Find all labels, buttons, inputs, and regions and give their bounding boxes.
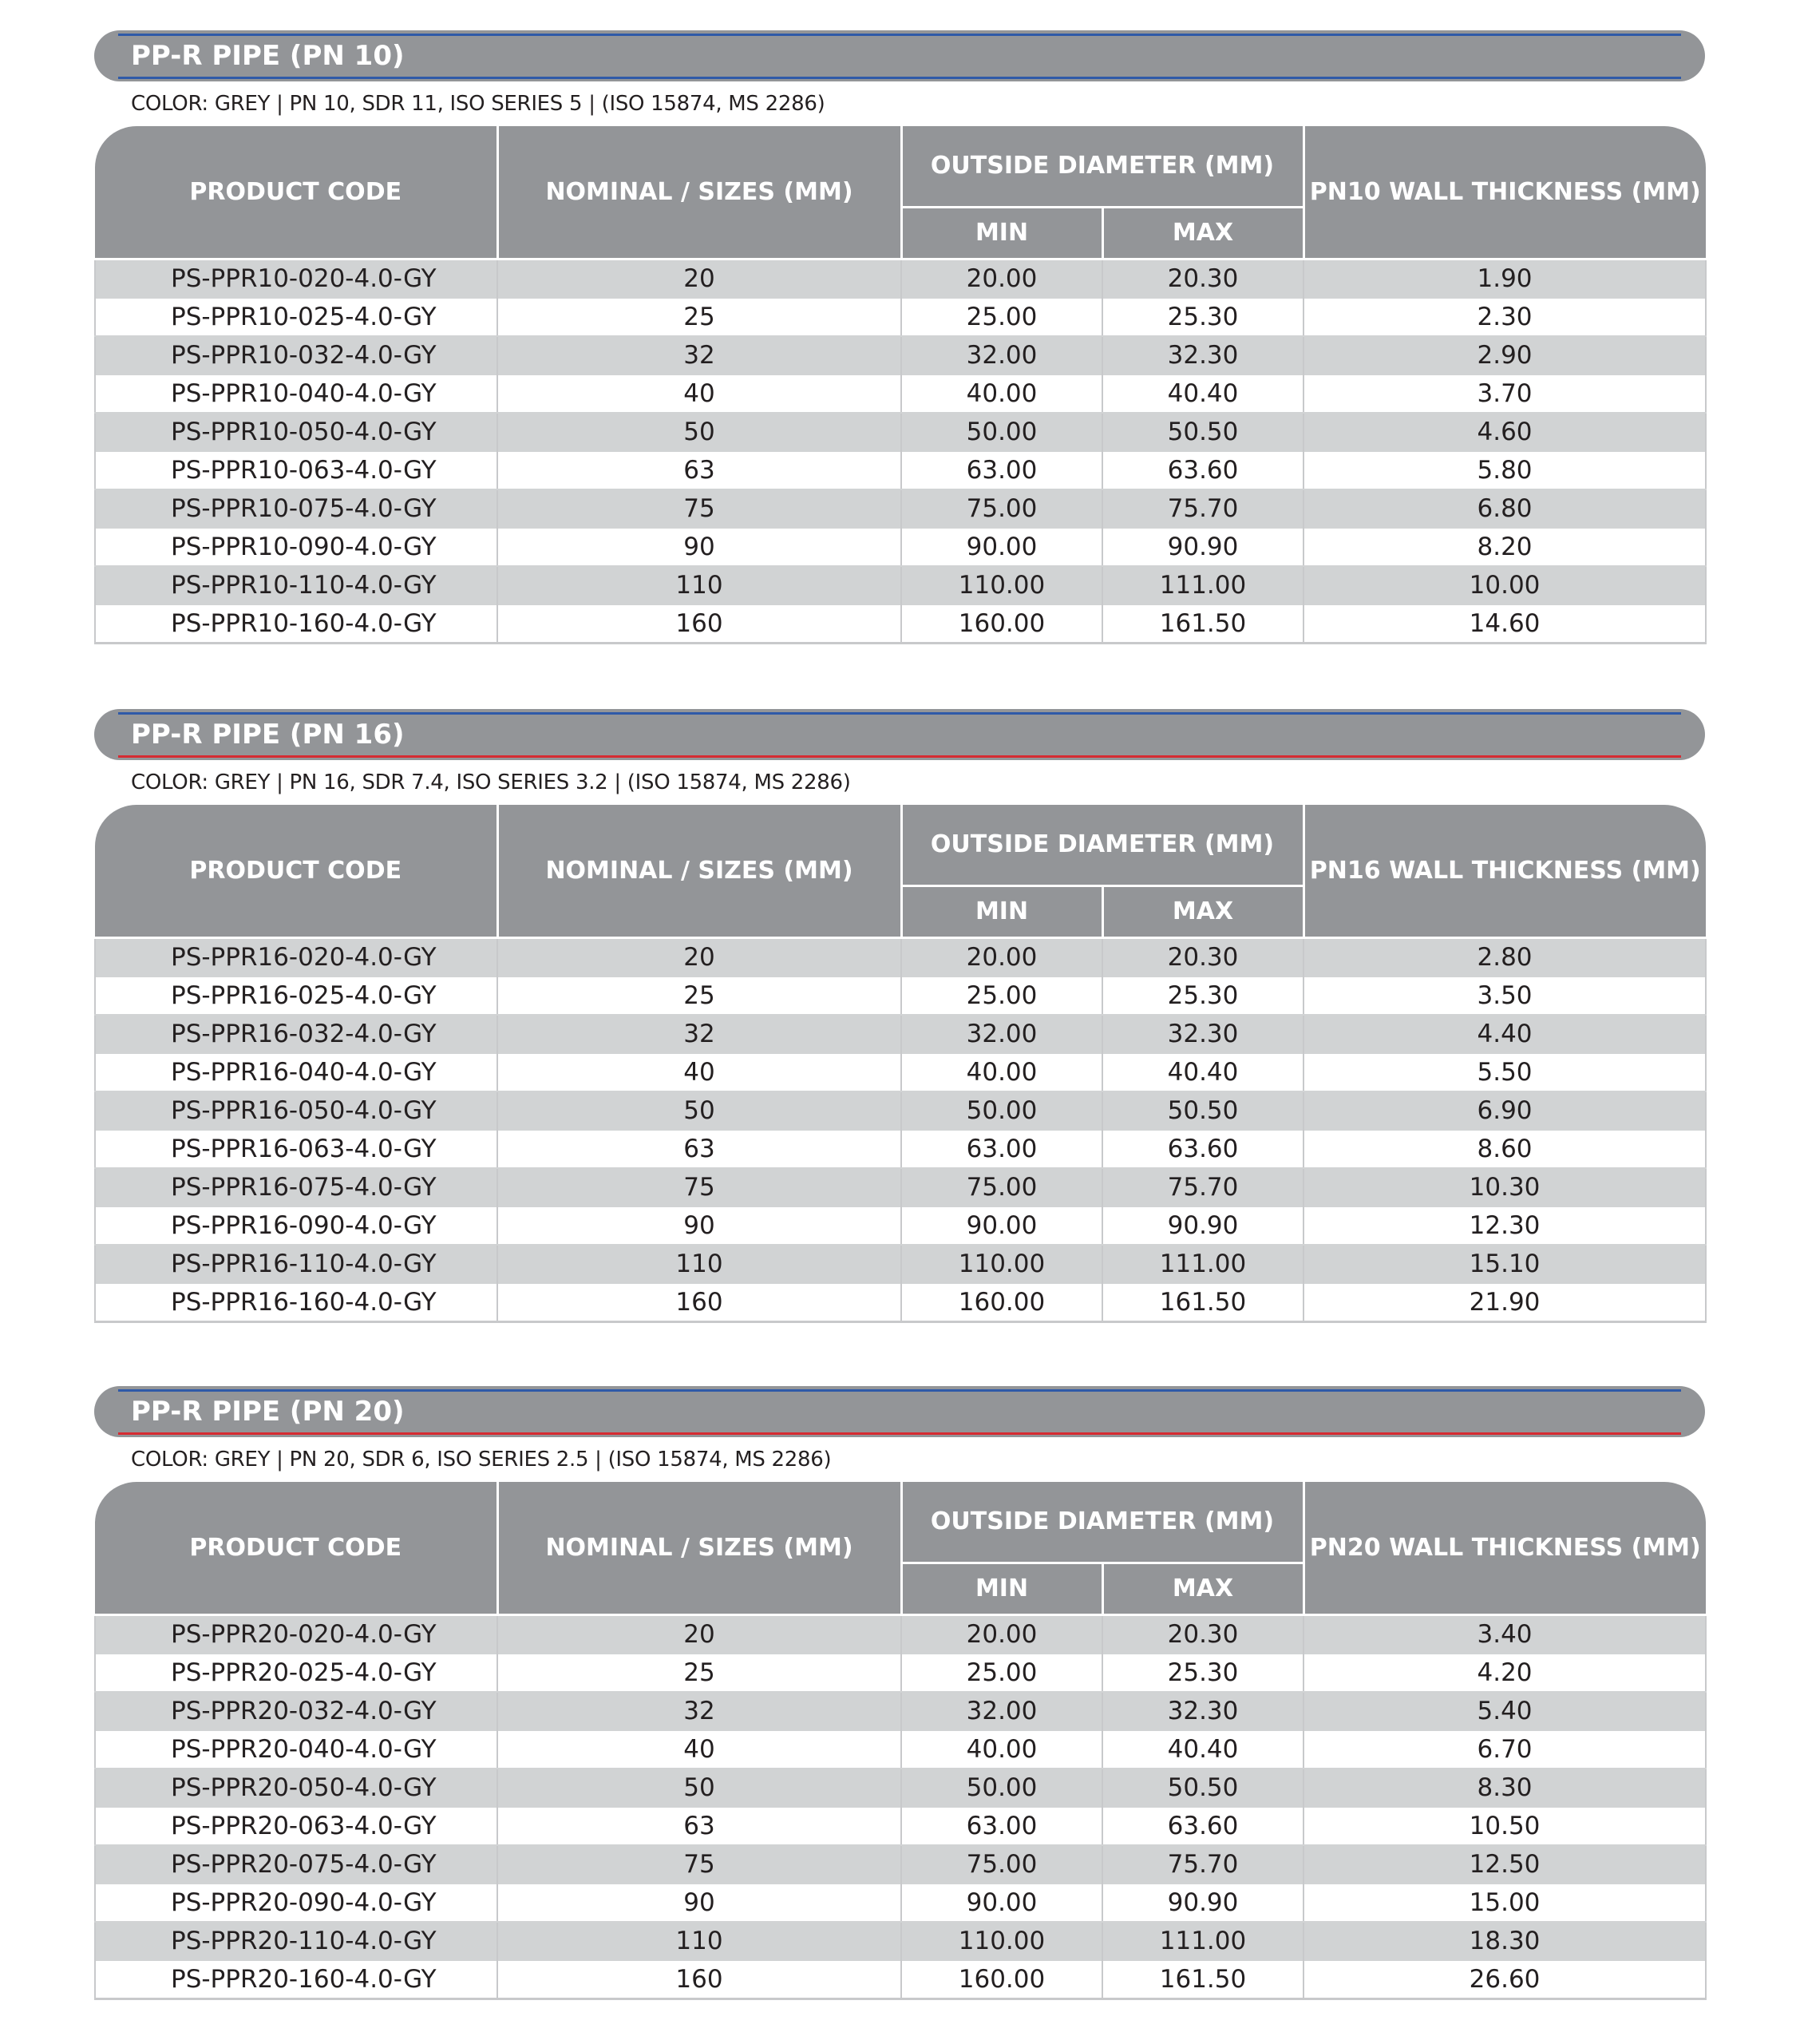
cell-wall-thickness: 3.50 [1303, 976, 1706, 1015]
cell-max-diameter: 90.90 [1102, 1884, 1303, 1922]
cell-product-code: PS-PPR20-063-4.0-GY [95, 1807, 497, 1845]
cell-min-diameter: 20.00 [901, 938, 1102, 977]
table-row [95, 1245, 1706, 1283]
table-row [95, 451, 1706, 489]
cell-min-diameter: 75.00 [901, 489, 1102, 528]
cell-nominal-size: 90 [497, 1884, 901, 1922]
cell-min-diameter: 32.00 [901, 336, 1102, 374]
cell-product-code: PS-PPR16-050-4.0-GY [95, 1091, 497, 1130]
table-row [95, 1769, 1706, 1807]
table-row [95, 976, 1706, 1015]
cell-min-diameter: 25.00 [901, 298, 1102, 336]
cell-wall-thickness: 8.30 [1303, 1769, 1706, 1807]
cell-max-diameter: 111.00 [1102, 1245, 1303, 1283]
table-row [95, 1091, 1706, 1130]
cell-max-diameter: 63.60 [1102, 1130, 1303, 1168]
section-title: PP-R PIPE (PN 10) [131, 40, 405, 72]
cell-nominal-size: 160 [497, 604, 901, 644]
table-row [95, 566, 1706, 604]
cell-product-code: PS-PPR16-063-4.0-GY [95, 1130, 497, 1168]
cell-max-diameter: 40.40 [1102, 374, 1303, 413]
section-title: PP-R PIPE (PN 16) [131, 719, 405, 751]
cell-product-code: PS-PPR20-110-4.0-GY [95, 1922, 497, 1960]
cell-nominal-size: 75 [497, 489, 901, 528]
cell-nominal-size: 63 [497, 451, 901, 489]
table-row [95, 1283, 1706, 1322]
table-row [95, 604, 1706, 644]
cell-wall-thickness: 12.30 [1303, 1206, 1706, 1245]
cell-wall-thickness: 10.00 [1303, 566, 1706, 604]
cell-nominal-size: 32 [497, 336, 901, 374]
cell-min-diameter: 50.00 [901, 1091, 1102, 1130]
cell-max-diameter: 32.30 [1102, 1015, 1303, 1053]
cell-wall-thickness: 8.60 [1303, 1130, 1706, 1168]
cell-product-code: PS-PPR16-032-4.0-GY [95, 1015, 497, 1053]
cell-product-code: PS-PPR16-090-4.0-GY [95, 1206, 497, 1245]
cell-max-diameter: 63.60 [1102, 1807, 1303, 1845]
cell-product-code: PS-PPR20-040-4.0-GY [95, 1730, 497, 1769]
cell-nominal-size: 63 [497, 1130, 901, 1168]
cell-wall-thickness: 5.80 [1303, 451, 1706, 489]
cell-product-code: PS-PPR20-090-4.0-GY [95, 1884, 497, 1922]
cell-max-diameter: 75.70 [1102, 1168, 1303, 1206]
cell-nominal-size: 40 [497, 374, 901, 413]
cell-nominal-size: 25 [497, 976, 901, 1015]
table-row [95, 1692, 1706, 1730]
cell-nominal-size: 25 [497, 1654, 901, 1692]
cell-wall-thickness: 15.10 [1303, 1245, 1706, 1283]
cell-wall-thickness: 6.90 [1303, 1091, 1706, 1130]
cell-nominal-size: 90 [497, 1206, 901, 1245]
cell-product-code: PS-PPR16-110-4.0-GY [95, 1245, 497, 1283]
cell-max-diameter: 90.90 [1102, 1206, 1303, 1245]
cell-nominal-size: 50 [497, 1769, 901, 1807]
cell-max-diameter: 40.40 [1102, 1053, 1303, 1091]
cell-max-diameter: 111.00 [1102, 1922, 1303, 1960]
spec-table [94, 1482, 1707, 2000]
cell-min-diameter: 90.00 [901, 528, 1102, 566]
cell-wall-thickness: 18.30 [1303, 1922, 1706, 1960]
cell-min-diameter: 40.00 [901, 1730, 1102, 1769]
header-outside-diameter: OUTSIDE DIAMETER (MM) [901, 1482, 1303, 1563]
cell-wall-thickness: 26.60 [1303, 1960, 1706, 1999]
cell-min-diameter: 40.00 [901, 1053, 1102, 1091]
cell-nominal-size: 110 [497, 566, 901, 604]
cell-product-code: PS-PPR10-032-4.0-GY [95, 336, 497, 374]
cell-min-diameter: 110.00 [901, 566, 1102, 604]
cell-nominal-size: 25 [497, 298, 901, 336]
cell-min-diameter: 75.00 [901, 1845, 1102, 1884]
cell-nominal-size: 110 [497, 1245, 901, 1283]
cell-min-diameter: 110.00 [901, 1245, 1102, 1283]
cell-min-diameter: 75.00 [901, 1168, 1102, 1206]
cell-product-code: PS-PPR16-040-4.0-GY [95, 1053, 497, 1091]
cell-wall-thickness: 10.30 [1303, 1168, 1706, 1206]
cell-nominal-size: 50 [497, 413, 901, 451]
header-nominal-size: NOMINAL / SIZES (MM) [497, 1482, 901, 1615]
cell-product-code: PS-PPR10-040-4.0-GY [95, 374, 497, 413]
header-nominal-size: NOMINAL / SIZES (MM) [497, 805, 901, 938]
cell-product-code: PS-PPR20-025-4.0-GY [95, 1654, 497, 1692]
header-max: MAX [1102, 1563, 1303, 1615]
cell-product-code: PS-PPR10-063-4.0-GY [95, 451, 497, 489]
cell-product-code: PS-PPR16-160-4.0-GY [95, 1283, 497, 1322]
section-pn16 [94, 709, 1705, 1323]
cell-nominal-size: 40 [497, 1053, 901, 1091]
cell-min-diameter: 50.00 [901, 1769, 1102, 1807]
cell-nominal-size: 20 [497, 938, 901, 977]
cell-wall-thickness: 1.90 [1303, 259, 1706, 299]
table-row [95, 528, 1706, 566]
section-pn20 [94, 1386, 1705, 2000]
cell-wall-thickness: 10.50 [1303, 1807, 1706, 1845]
header-min: MIN [901, 886, 1102, 938]
section-title: PP-R PIPE (PN 20) [131, 1396, 405, 1428]
cell-max-diameter: 161.50 [1102, 604, 1303, 644]
section-banner [94, 709, 1705, 760]
cell-nominal-size: 75 [497, 1845, 901, 1884]
table-row [95, 413, 1706, 451]
cell-min-diameter: 90.00 [901, 1206, 1102, 1245]
cell-max-diameter: 25.30 [1102, 976, 1303, 1015]
cell-max-diameter: 20.30 [1102, 259, 1303, 299]
cell-max-diameter: 50.50 [1102, 413, 1303, 451]
spec-table [94, 805, 1707, 1323]
section-subtitle: COLOR: GREY | PN 16, SDR 7.4, ISO SERIES 3.2 | (ISO 15874, MS 2286) [131, 770, 851, 794]
cell-min-diameter: 25.00 [901, 1654, 1102, 1692]
header-nominal-size: NOMINAL / SIZES (MM) [497, 126, 901, 259]
header-wall-thickness: PN20 WALL THICKNESS (MM) [1303, 1482, 1706, 1615]
header-product-code: PRODUCT CODE [95, 805, 497, 938]
cell-product-code: PS-PPR10-075-4.0-GY [95, 489, 497, 528]
cell-wall-thickness: 4.20 [1303, 1654, 1706, 1692]
cell-nominal-size: 32 [497, 1692, 901, 1730]
header-min: MIN [901, 1563, 1102, 1615]
cell-wall-thickness: 6.80 [1303, 489, 1706, 528]
cell-product-code: PS-PPR20-160-4.0-GY [95, 1960, 497, 1999]
cell-min-diameter: 25.00 [901, 976, 1102, 1015]
cell-product-code: PS-PPR10-160-4.0-GY [95, 604, 497, 644]
cell-min-diameter: 20.00 [901, 259, 1102, 299]
cell-nominal-size: 50 [497, 1091, 901, 1130]
cell-min-diameter: 63.00 [901, 1807, 1102, 1845]
table-row [95, 1922, 1706, 1960]
cell-nominal-size: 160 [497, 1283, 901, 1322]
cell-wall-thickness: 5.50 [1303, 1053, 1706, 1091]
cell-nominal-size: 20 [497, 259, 901, 299]
cell-min-diameter: 20.00 [901, 1615, 1102, 1654]
table-row [95, 298, 1706, 336]
header-max: MAX [1102, 886, 1303, 938]
cell-max-diameter: 75.70 [1102, 489, 1303, 528]
cell-max-diameter: 63.60 [1102, 451, 1303, 489]
cell-wall-thickness: 2.80 [1303, 938, 1706, 977]
cell-max-diameter: 32.30 [1102, 1692, 1303, 1730]
table-row [95, 1053, 1706, 1091]
table-row [95, 1807, 1706, 1845]
cell-product-code: PS-PPR10-110-4.0-GY [95, 566, 497, 604]
spec-table [94, 126, 1707, 644]
cell-max-diameter: 90.90 [1102, 528, 1303, 566]
cell-min-diameter: 160.00 [901, 1283, 1102, 1322]
header-max: MAX [1102, 208, 1303, 259]
cell-min-diameter: 160.00 [901, 604, 1102, 644]
table-row [95, 1654, 1706, 1692]
cell-max-diameter: 25.30 [1102, 298, 1303, 336]
cell-nominal-size: 63 [497, 1807, 901, 1845]
cell-product-code: PS-PPR10-050-4.0-GY [95, 413, 497, 451]
cell-product-code: PS-PPR16-020-4.0-GY [95, 938, 497, 977]
cell-max-diameter: 40.40 [1102, 1730, 1303, 1769]
cell-min-diameter: 90.00 [901, 1884, 1102, 1922]
table-row [95, 1845, 1706, 1884]
cell-max-diameter: 20.30 [1102, 1615, 1303, 1654]
cell-wall-thickness: 2.90 [1303, 336, 1706, 374]
table-row [95, 938, 1706, 977]
cell-max-diameter: 161.50 [1102, 1283, 1303, 1322]
cell-nominal-size: 90 [497, 528, 901, 566]
section-pn10 [94, 30, 1705, 644]
cell-product-code: PS-PPR20-075-4.0-GY [95, 1845, 497, 1884]
table-row [95, 259, 1706, 299]
cell-max-diameter: 32.30 [1102, 336, 1303, 374]
cell-product-code: PS-PPR20-020-4.0-GY [95, 1615, 497, 1654]
table-row [95, 1130, 1706, 1168]
table-row [95, 1730, 1706, 1769]
cell-max-diameter: 75.70 [1102, 1845, 1303, 1884]
table-row [95, 489, 1706, 528]
table-row [95, 1168, 1706, 1206]
cell-wall-thickness: 2.30 [1303, 298, 1706, 336]
table-row [95, 336, 1706, 374]
cell-min-diameter: 63.00 [901, 451, 1102, 489]
cell-wall-thickness: 6.70 [1303, 1730, 1706, 1769]
header-min: MIN [901, 208, 1102, 259]
cell-nominal-size: 160 [497, 1960, 901, 1999]
section-banner [94, 1386, 1705, 1437]
header-outside-diameter: OUTSIDE DIAMETER (MM) [901, 126, 1303, 208]
cell-max-diameter: 25.30 [1102, 1654, 1303, 1692]
cell-wall-thickness: 8.20 [1303, 528, 1706, 566]
header-product-code: PRODUCT CODE [95, 126, 497, 259]
section-subtitle: COLOR: GREY | PN 20, SDR 6, ISO SERIES 2.5 | (ISO 15874, MS 2286) [131, 1448, 832, 1472]
cell-wall-thickness: 3.70 [1303, 374, 1706, 413]
table-row [95, 1206, 1706, 1245]
cell-wall-thickness: 4.60 [1303, 413, 1706, 451]
cell-nominal-size: 20 [497, 1615, 901, 1654]
cell-max-diameter: 111.00 [1102, 566, 1303, 604]
cell-nominal-size: 75 [497, 1168, 901, 1206]
header-wall-thickness: PN10 WALL THICKNESS (MM) [1303, 126, 1706, 259]
cell-product-code: PS-PPR10-090-4.0-GY [95, 528, 497, 566]
header-product-code: PRODUCT CODE [95, 1482, 497, 1615]
cell-min-diameter: 32.00 [901, 1692, 1102, 1730]
cell-min-diameter: 63.00 [901, 1130, 1102, 1168]
cell-min-diameter: 32.00 [901, 1015, 1102, 1053]
section-banner [94, 30, 1705, 81]
cell-max-diameter: 50.50 [1102, 1091, 1303, 1130]
cell-wall-thickness: 3.40 [1303, 1615, 1706, 1654]
cell-product-code: PS-PPR20-050-4.0-GY [95, 1769, 497, 1807]
table-row [95, 1884, 1706, 1922]
header-outside-diameter: OUTSIDE DIAMETER (MM) [901, 805, 1303, 886]
cell-product-code: PS-PPR10-025-4.0-GY [95, 298, 497, 336]
cell-product-code: PS-PPR10-020-4.0-GY [95, 259, 497, 299]
cell-nominal-size: 32 [497, 1015, 901, 1053]
cell-nominal-size: 110 [497, 1922, 901, 1960]
cell-max-diameter: 20.30 [1102, 938, 1303, 977]
cell-wall-thickness: 5.40 [1303, 1692, 1706, 1730]
table-row [95, 1960, 1706, 1999]
table-row [95, 1015, 1706, 1053]
section-subtitle: COLOR: GREY | PN 10, SDR 11, ISO SERIES 5 | (ISO 15874, MS 2286) [131, 92, 825, 116]
table-row [95, 374, 1706, 413]
cell-min-diameter: 160.00 [901, 1960, 1102, 1999]
cell-min-diameter: 50.00 [901, 413, 1102, 451]
cell-min-diameter: 110.00 [901, 1922, 1102, 1960]
cell-product-code: PS-PPR16-025-4.0-GY [95, 976, 497, 1015]
cell-wall-thickness: 12.50 [1303, 1845, 1706, 1884]
cell-max-diameter: 161.50 [1102, 1960, 1303, 1999]
table-row [95, 1615, 1706, 1654]
cell-nominal-size: 40 [497, 1730, 901, 1769]
cell-wall-thickness: 4.40 [1303, 1015, 1706, 1053]
cell-product-code: PS-PPR20-032-4.0-GY [95, 1692, 497, 1730]
cell-product-code: PS-PPR16-075-4.0-GY [95, 1168, 497, 1206]
header-wall-thickness: PN16 WALL THICKNESS (MM) [1303, 805, 1706, 938]
cell-wall-thickness: 14.60 [1303, 604, 1706, 644]
cell-wall-thickness: 21.90 [1303, 1283, 1706, 1322]
cell-max-diameter: 50.50 [1102, 1769, 1303, 1807]
cell-min-diameter: 40.00 [901, 374, 1102, 413]
cell-wall-thickness: 15.00 [1303, 1884, 1706, 1922]
